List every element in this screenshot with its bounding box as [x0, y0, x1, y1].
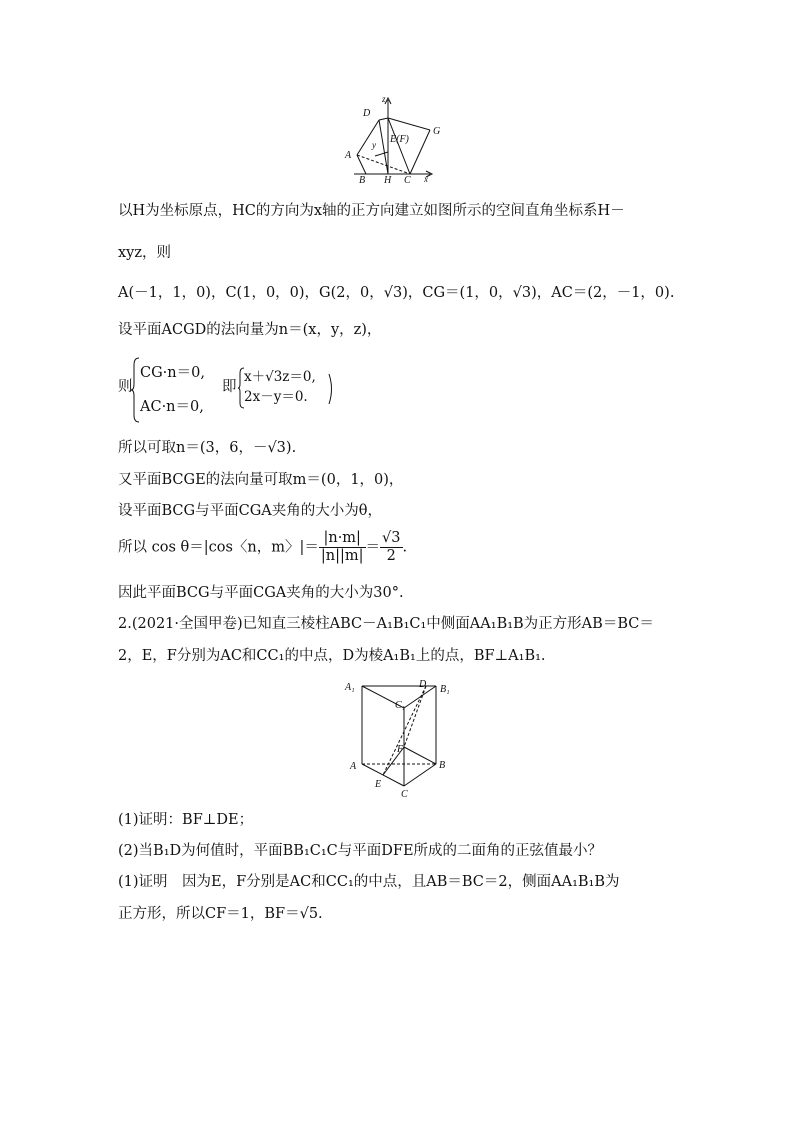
question-2: (2)当B₁D为何值时，平面BB₁C₁C与平面DFE所成的二面角的正弦值最小？: [118, 843, 603, 859]
figure-coordinate-system-svg: [340, 92, 450, 184]
figure-prism: [340, 676, 460, 800]
fig2-label-F: F: [397, 744, 404, 755]
fig1-label-B: B: [359, 175, 366, 184]
text-line-3: A(－1，1，0)，C(1，0，0)，G(2，0，√3)，CG＝(1，0，√3)，AC＝(2，－1，0).: [118, 285, 675, 301]
fig1-label-y: y: [372, 140, 376, 150]
fig1-label-D: D: [363, 108, 371, 119]
text-line-8: 所以 cos θ＝|cos〈n，m〉|＝ $\frac{|n\cdot m|}{|n||m|}$ ＝ $\frac{√3}{2}$ .: [118, 530, 408, 564]
fig1-label-C: C: [404, 175, 411, 184]
text-line-4: 设平面ACGD的法向量为n＝(x，y，z)，: [118, 322, 382, 338]
fig1-label-EF: E(F): [390, 134, 409, 145]
fig2-label-B1: B₁: [440, 684, 450, 695]
fig1-label-A: A: [345, 150, 352, 161]
fig1-label-z: z: [382, 94, 386, 104]
text-line-1: 以H为坐标原点，HC的方向为x轴的正方向建立如图所示的空间直角坐标系H－: [118, 203, 625, 219]
equation-system: [118, 355, 358, 425]
figure-prism-svg: [340, 676, 460, 800]
sys-eq4: 2x－y＝0.: [244, 389, 308, 405]
text-line-2: xyz，则: [118, 245, 172, 261]
fig2-label-A1: A₁: [345, 682, 355, 693]
text-line-6: 又平面BCGE的法向量可取m＝(0，1，0)，: [118, 472, 404, 488]
text-line-5: 所以可取n＝(3，6，－√3).: [118, 440, 297, 456]
problem2-line-1: 2.(2021·全国甲卷)已知直三棱柱ABC－A₁B₁C₁中侧面AA₁B₁B为正方形AB＝BC＝: [118, 616, 654, 632]
sys-eq1: CG·n＝0,: [140, 365, 205, 381]
fig2-label-C1: C₁: [395, 700, 406, 711]
left-brace-1: [130, 357, 140, 423]
text-line-7: 设平面BCG与平面CGA夹角的大小为θ，: [118, 503, 382, 519]
fraction-sqrt3-over-2: $\frac{√3}{2}$: [382, 530, 401, 564]
fig1-label-x: x: [424, 174, 428, 184]
right-paren: [328, 373, 336, 405]
fig2-label-C: C: [401, 789, 408, 800]
figure-coordinate-system: [340, 92, 450, 184]
problem2-line-2: 2，E，F分别为AC和CC₁的中点，D为棱A₁B₁上的点，BF⊥A₁B₁.: [118, 648, 546, 664]
sys-eq2: AC·n＝0,: [140, 399, 204, 415]
sys-eq3: x＋√3z＝0,: [244, 369, 316, 385]
proof-line-1: (1)证明 因为E，F分别是AC和CC₁的中点，且AB＝BC＝2，侧面AA₁B₁B为: [118, 874, 620, 890]
fig1-label-H: H: [384, 175, 392, 184]
fig2-label-D: D: [419, 679, 427, 690]
sys-ze: 则: [118, 379, 133, 395]
fig2-label-A: A: [350, 761, 357, 772]
fig2-label-B: B: [439, 760, 446, 771]
question-1: (1)证明：BF⊥DE；: [118, 812, 254, 828]
sys-ji: 即: [222, 379, 237, 395]
fraction-nm: $\frac{|n\cdot m|}{|n||m|}$: [320, 530, 364, 564]
proof-line-2: 正方形，所以CF＝1，BF＝√5.: [118, 906, 323, 922]
fig2-label-E: E: [375, 779, 382, 790]
text-line-9: 因此平面BCG与平面CGA夹角的大小为30°.: [118, 585, 404, 601]
fig1-label-G: G: [433, 126, 441, 137]
